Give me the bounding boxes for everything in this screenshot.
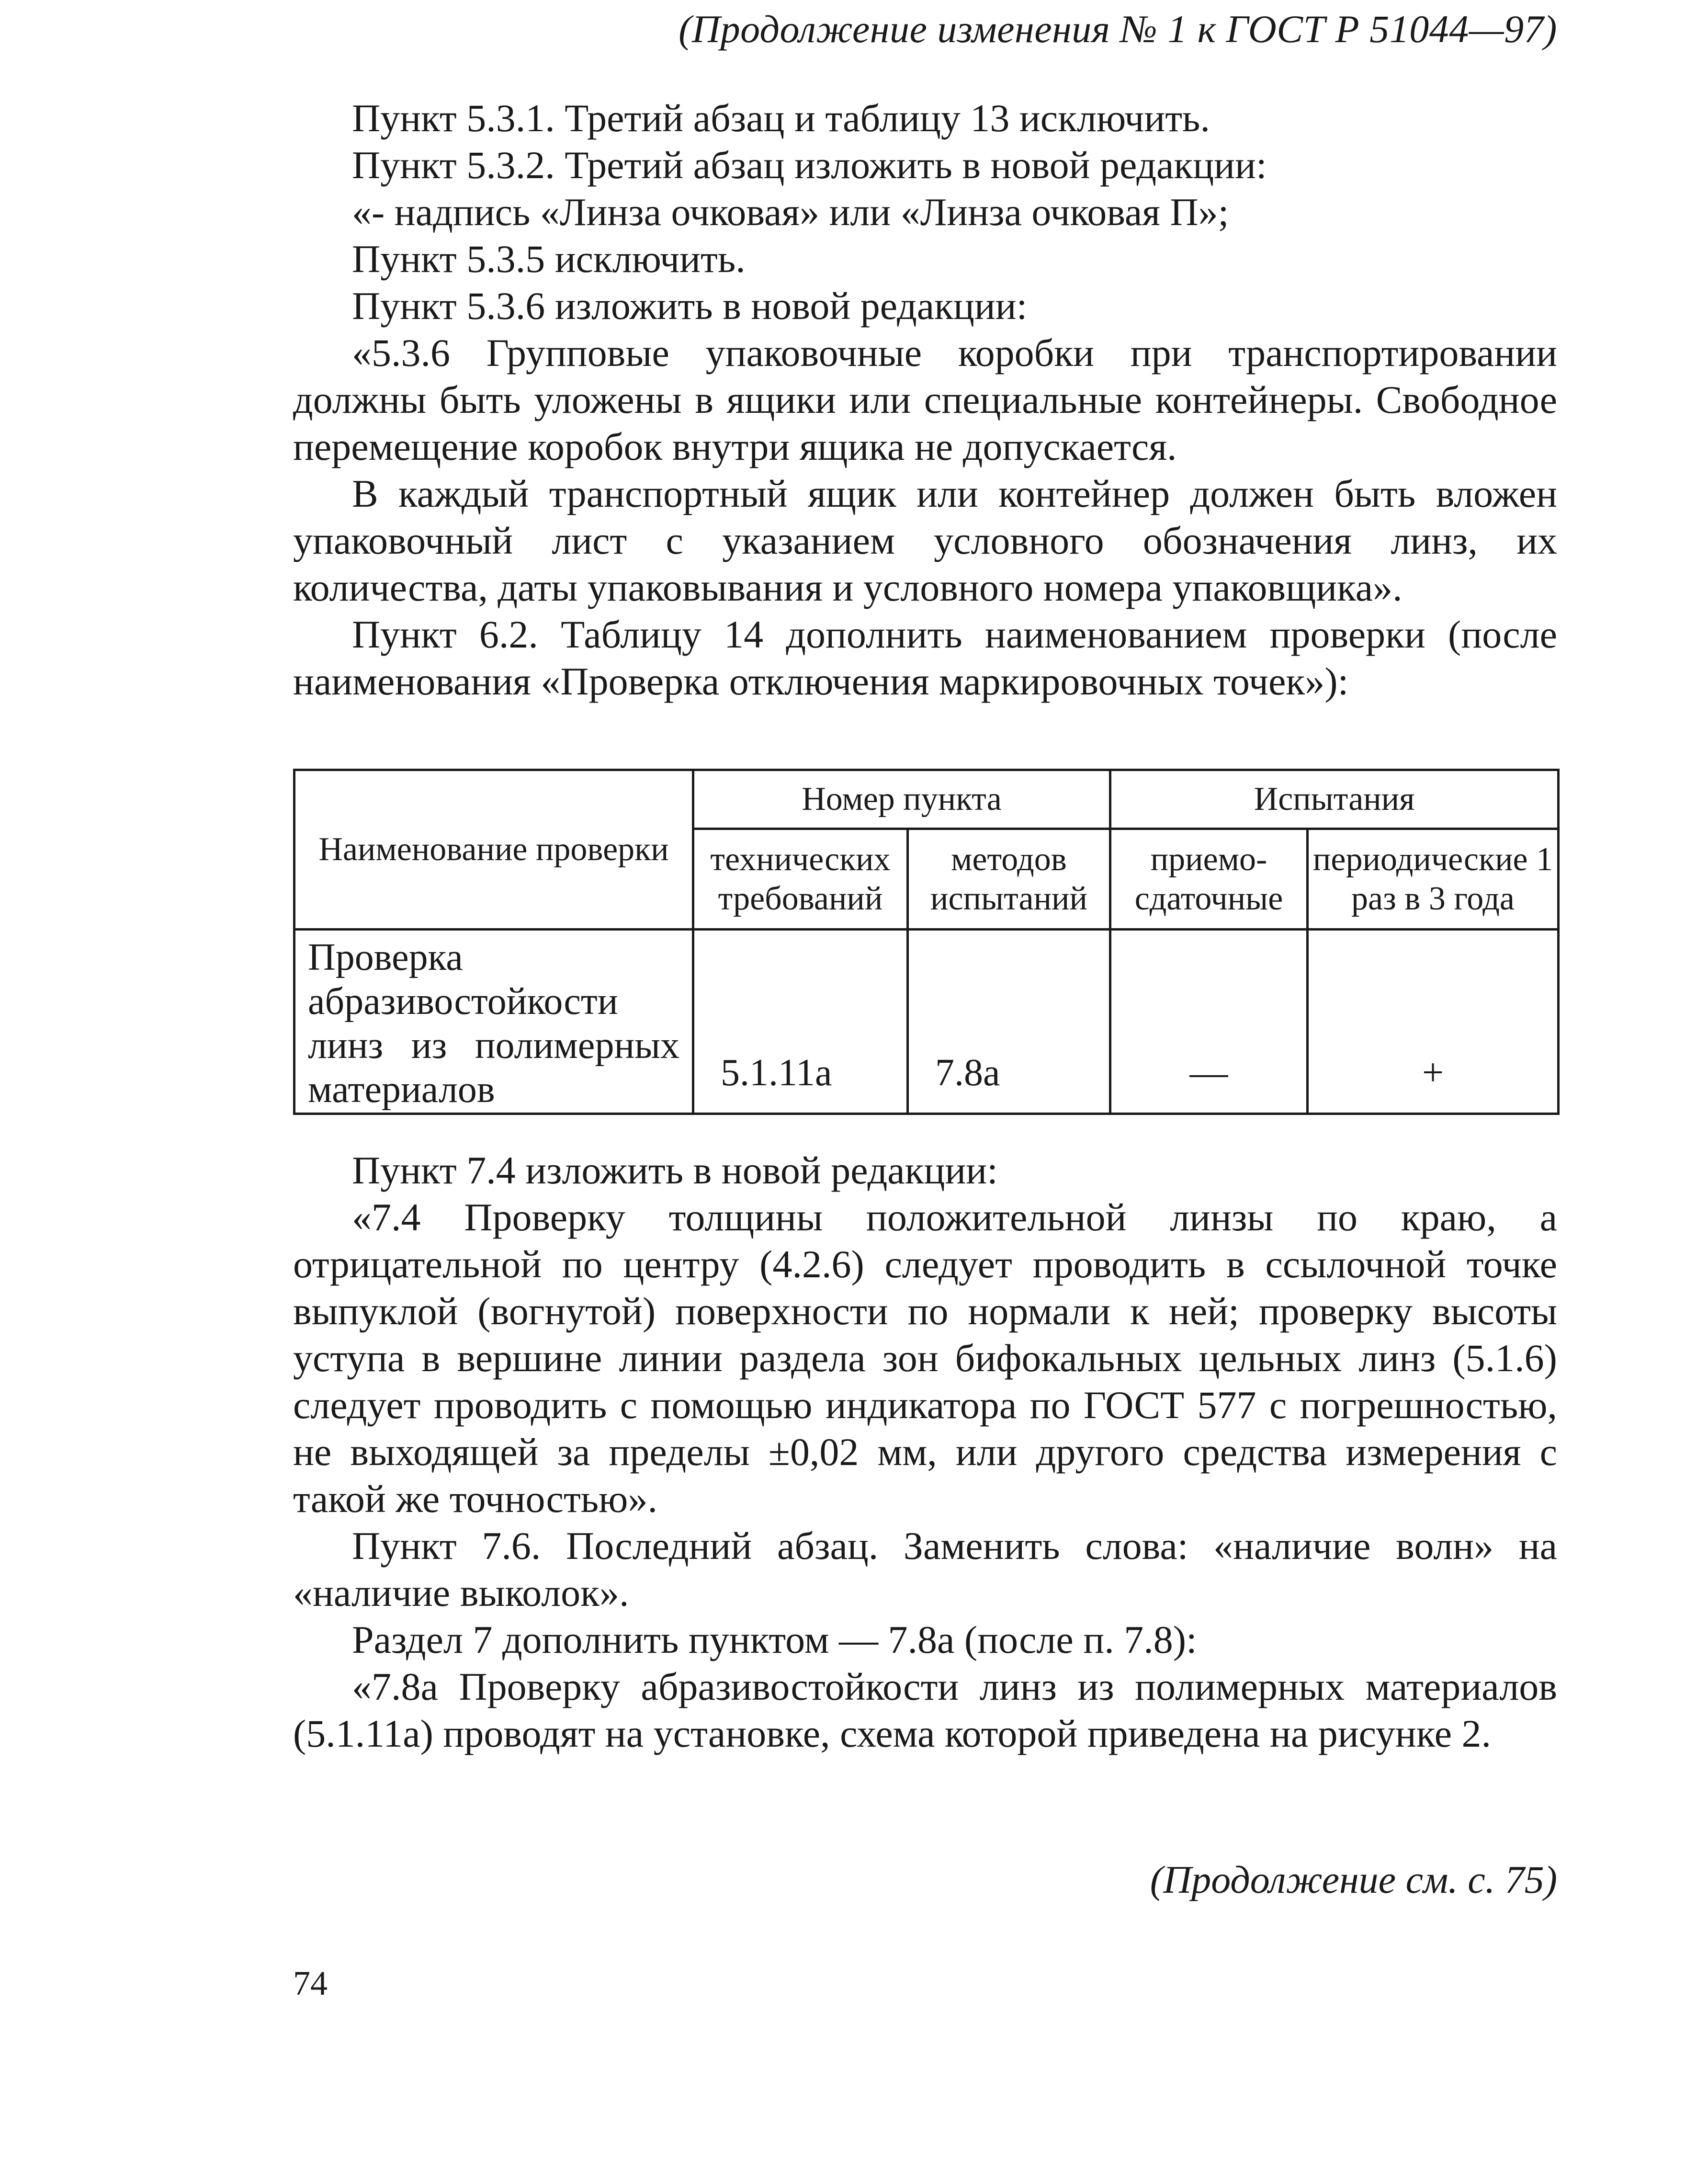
header-tech-requirements: технических требований — [693, 829, 908, 930]
text-block-bottom — [293, 1147, 1557, 1757]
paragraph: Раздел 7 дополнить пунктом — 7.8а (после п. 7.8): — [352, 1618, 1197, 1661]
cell-tech-requirements: 5.1.11а — [693, 930, 908, 1114]
header-test-methods: методов испытаний — [908, 829, 1110, 930]
paragraph: «5.3.6 Групповые упаковочные коробки при транспортировании должны быть уложены в ящики или специальные контейнеры. Свободное перемещение коробок внутри ящика не допускается. — [293, 331, 1557, 468]
paragraph: Пункт 6.2. Таблицу 14 дополнить наименованием проверки (после наименования «Проверка отключения маркировочных точек»): — [293, 613, 1557, 703]
text-block-top — [293, 95, 1557, 705]
checks-table — [293, 769, 1560, 1115]
paragraph: «- надпись «Линза очковая» или «Линза очковая П»; — [352, 190, 1229, 234]
paragraph: Пункт 5.3.5 исключить. — [352, 237, 746, 281]
page-number: 74 — [293, 1964, 328, 2002]
table-header-row — [294, 770, 1559, 829]
header-check-name: Наименование проверки — [294, 770, 693, 930]
paragraph: «7.4 Проверку толщины положительной линзы по краю, а отрицательной по центру (4.2.6) следует проводить в ссылочной точке выпуклой (вогнутой) поверхности по нормали к ней; проверку высоты уступа в вершине линии раздела зон бифокальных цельных линз (5.1.6) следует проводить с помощью индикатора по ГОСТ 577 с погрешностью, не выходящей за пределы ±0,02 мм, или другого средства измерения с такой же точностью». — [293, 1195, 1557, 1521]
table-row — [294, 930, 1559, 1114]
header-acceptance: приемо-сдаточные — [1110, 829, 1308, 930]
paragraph: Пункт 7.4 изложить в новой редакции: — [352, 1148, 998, 1192]
header-tests: Испытания — [1110, 770, 1559, 829]
header-item-number: Номер пункта — [693, 770, 1110, 829]
paragraph: Пункт 5.3.2. Третий абзац изложить в новой редакции: — [352, 143, 1267, 187]
cell-test-methods: 7.8а — [908, 930, 1110, 1114]
paragraph: В каждый транспортный ящик или контейнер должен быть вложен упаковочный лист с указанием условного обозначения линз, их количества, даты упаковывания и условного номера упаковщика». — [293, 472, 1557, 609]
paragraph: Пункт 5.3.6 изложить в новой редакции: — [352, 284, 1028, 328]
paragraph: «7.8а Проверку абразивостойкости линз из полимерных материалов (5.1.11а) проводят на установке, схема которой приведена на рисунке 2. — [293, 1665, 1557, 1755]
cell-periodic: + — [1308, 930, 1559, 1114]
paragraph: Пункт 5.3.1. Третий абзац и таблицу 13 исключить. — [352, 96, 1210, 140]
paragraph: Пункт 7.6. Последний абзац. Заменить слова: «наличие волн» на «наличие выколок». — [293, 1524, 1557, 1614]
running-header: (Продолжение изменения № 1 к ГОСТ Р 51044—97) — [679, 7, 1557, 51]
checks-table-wrapper — [293, 769, 1557, 1115]
header-periodic: периодические 1 раз в 3 года — [1308, 829, 1559, 930]
continuation-note: (Продолжение см. с. 75) — [1150, 1858, 1557, 1901]
cell-check-name: Проверка абразивостойкости линз из полимерных материалов — [294, 930, 693, 1114]
cell-acceptance: — — [1110, 930, 1308, 1114]
